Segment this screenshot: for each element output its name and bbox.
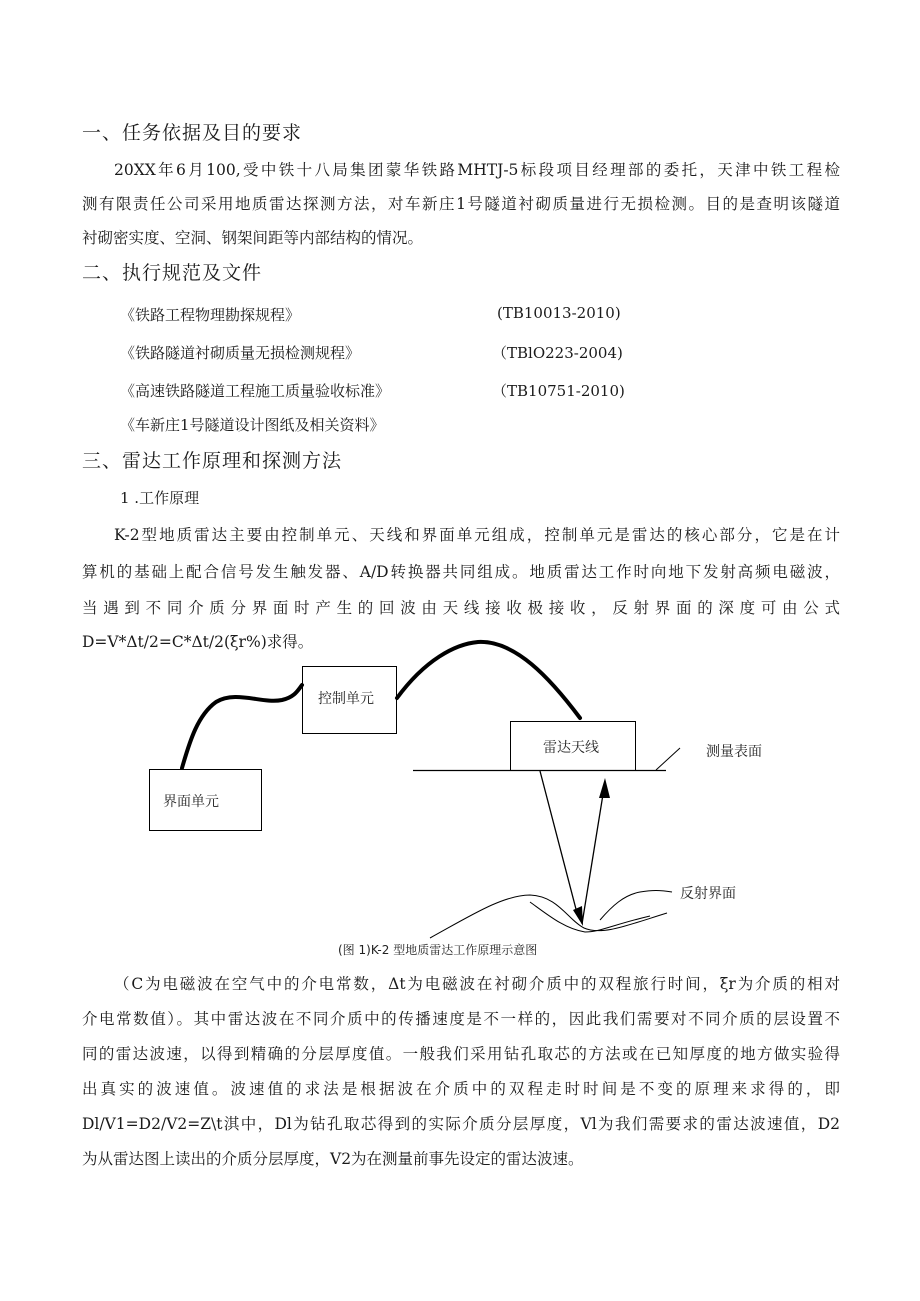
cable-control-antenna bbox=[397, 642, 580, 718]
subsection-title: 1 .工作原理 bbox=[120, 489, 200, 507]
para2-line-6: 为从雷达图上读出的介质分层厚度，V2为在测量前事先设定的雷达波速。 bbox=[82, 1150, 584, 1168]
ref-name-2: 《铁路隧道衬砌质量无损检测规程》 bbox=[120, 344, 361, 362]
ref-code-1: (TB10013-2010) bbox=[497, 304, 621, 322]
section-3-title: 三、雷达工作原理和探测方法 bbox=[82, 450, 343, 472]
para2-line-3: 同的雷达波速，以得到精确的分层厚度值。一般我们采用钻孔取芯的方法或在已知厚度的地方做实验得 bbox=[82, 1045, 840, 1063]
para1-line-1: K-2型地质雷达主要由控制单元、天线和界面单元组成，控制单元是雷达的核心部分，它是在计 bbox=[114, 526, 840, 544]
measurement-surface-label: 测量表面 bbox=[706, 744, 762, 760]
section-1-line-2: 测有限责任公司采用地质雷达探测方法，对车新庄1号隧道衬砌质量进行无损检测。目的是查明该隧道 bbox=[82, 195, 840, 213]
reflection-interface-1 bbox=[430, 895, 667, 938]
ref-code-2: （TBlO223-2004) bbox=[492, 344, 623, 362]
para2-line-2: 介电常数值）。其中雷达波在不同介质中的传播速度是不一样的，因此我们需要对不同介质的层设置不 bbox=[82, 1010, 840, 1028]
para2-line-5: Dl/V1=D2/V2=Z\t淇中，Dl为钻孔取芯得到的实际介质分层厚度，Vl为我们需要求的雷达波速值，D2 bbox=[82, 1115, 840, 1133]
para2-line-4: 出真实的波速值。波速值的求法是根据波在介质中的双程走时时间是不变的原理来求得的，即 bbox=[82, 1080, 840, 1098]
section-1-title: 一、任务依据及目的要求 bbox=[82, 122, 303, 144]
interface-unit-label: 界面单元 bbox=[163, 794, 219, 810]
incident-ray bbox=[540, 771, 577, 913]
reflected-arrowhead bbox=[599, 778, 610, 798]
para2-line-1: （C为电磁波在空气中的介电常数，Δt为电磁波在衬砌介质中的双程旅行时间，ξr为介质的相对 bbox=[114, 975, 840, 993]
incident-arrowhead bbox=[573, 906, 583, 926]
ref-name-1: 《铁路工程物理勘探规程》 bbox=[120, 306, 301, 324]
reflect-label-leader bbox=[600, 891, 672, 921]
ref-name-3: 《高速铁路隧道工程施工质量验收标准》 bbox=[120, 382, 391, 400]
section-2-title: 二、执行规范及文件 bbox=[82, 262, 263, 284]
cable-interface-control bbox=[182, 685, 302, 768]
control-unit-label: 控制单元 bbox=[318, 691, 374, 707]
section-1-line-3: 衬砌密实度、空洞、钢架间距等内部结构的情况。 bbox=[82, 229, 424, 247]
reflection-interface-2 bbox=[530, 902, 650, 932]
surface-label-leader bbox=[656, 748, 680, 770]
ref-name-4: 《车新庄1号隧道设计图纸及相关资料》 bbox=[120, 416, 385, 434]
ref-code-3: （TB10751-2010) bbox=[492, 382, 625, 400]
reflected-ray bbox=[582, 782, 605, 924]
radar-antenna-label: 雷达天线 bbox=[543, 740, 599, 756]
para1-line-4: D=V*Δt/2=C*Δt/2(ξr%)求得。 bbox=[82, 633, 314, 651]
section-1-line-1: 20XX年6月100,受中铁十八局集团蒙华铁路MHTJ-5标段项目经理部的委托，天津中铁工程检 bbox=[114, 161, 840, 179]
figure-caption: (图 1)K-2 型地质雷达工作原理示意图 bbox=[338, 943, 538, 957]
para1-line-3: 当遇到不同介质分界面时产生的回波由天线接收极接收，反射界面的深度可由公式 bbox=[82, 599, 840, 617]
reflection-interface-label: 反射界面 bbox=[680, 886, 736, 902]
para1-line-2: 算机的基础上配合信号发生触发器、A/D转换器共同组成。地质雷达工作时向地下发射高频电磁波， bbox=[82, 563, 840, 581]
